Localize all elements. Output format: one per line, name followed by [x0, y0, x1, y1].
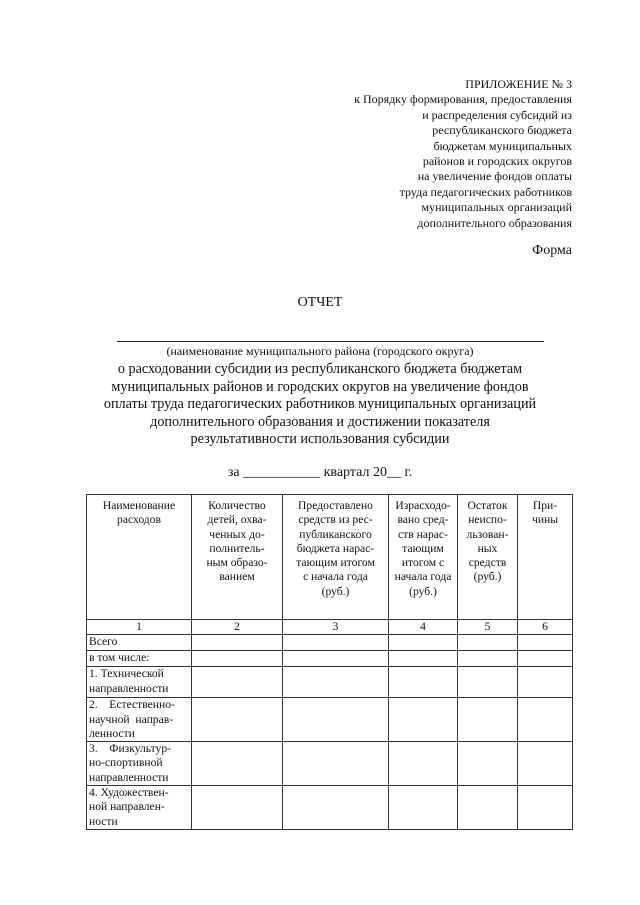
- form-label: Форма: [532, 243, 572, 258]
- report-period: за ___________ квартал 20__ г.: [227, 465, 413, 480]
- header-line: неиспо-: [468, 513, 507, 527]
- row-label-line: в том числе:: [89, 651, 150, 665]
- subject-line: муниципальных районов и городских округов на увеличение фондов: [111, 378, 529, 395]
- row-label: [87, 635, 192, 651]
- row-label: [87, 742, 192, 786]
- row-label: [87, 698, 192, 742]
- column-number: 3: [283, 620, 389, 635]
- table-cell[interactable]: [192, 698, 283, 742]
- table-cell[interactable]: [518, 786, 573, 830]
- column-number: 5: [458, 620, 518, 635]
- header-line: Предоставлено: [298, 499, 373, 512]
- appendix-line: районов и городских округов: [422, 154, 572, 169]
- row-label-line: 4. Художествен-: [89, 786, 169, 800]
- row-label-line: 2. Естественно-: [89, 698, 175, 712]
- header-cell: [87, 495, 192, 620]
- header-line: (руб.): [473, 570, 502, 584]
- row-label-line: ной направлен-: [89, 800, 165, 814]
- table-cell[interactable]: [458, 786, 518, 830]
- header-line: итогом с: [401, 556, 445, 570]
- table-cell[interactable]: [518, 635, 573, 651]
- row-label-line: 3. Физкультур-: [89, 742, 171, 756]
- table-cell[interactable]: [458, 698, 518, 742]
- header-line: льзован-: [466, 527, 509, 541]
- header-cell: [283, 495, 389, 620]
- table-cell[interactable]: [283, 786, 389, 830]
- header-line: Наименование: [102, 499, 176, 512]
- header-line: средств из рес-: [298, 513, 373, 527]
- row-label: [87, 786, 192, 830]
- table-cell[interactable]: [192, 786, 283, 830]
- table-cell[interactable]: [283, 698, 389, 742]
- row-label-line: но-спортивной: [89, 756, 163, 770]
- header-line: расходов: [117, 513, 161, 527]
- header-line: При-: [532, 499, 558, 512]
- header-line: (руб.): [409, 584, 437, 598]
- table-cell[interactable]: [192, 635, 283, 651]
- table-cell[interactable]: [518, 698, 573, 742]
- header-line: Остаток: [467, 499, 508, 512]
- table-row: [87, 651, 573, 667]
- row-label-line: направленности: [89, 770, 169, 784]
- header-line: ств нарас-: [398, 527, 448, 541]
- column-number-row: [87, 620, 573, 635]
- table-cell[interactable]: [518, 651, 573, 667]
- header-line: Израсходо-: [395, 499, 451, 512]
- table-cell[interactable]: [192, 667, 283, 698]
- appendix-line: республиканского бюджета: [432, 123, 572, 138]
- row-label-line: 1. Технической: [89, 667, 164, 681]
- header-line: (руб.): [321, 584, 350, 598]
- header-line: полнитель-: [209, 541, 265, 555]
- table-cell[interactable]: [389, 742, 458, 786]
- row-label: [87, 651, 192, 667]
- row-label-line: Всего: [89, 635, 118, 649]
- table-cell[interactable]: [192, 742, 283, 786]
- header-line: ченных до-: [209, 527, 265, 541]
- row-label-line: научной направ-: [89, 712, 174, 726]
- table-cell[interactable]: [389, 651, 458, 667]
- table-cell[interactable]: [458, 651, 518, 667]
- header-line: начала года: [394, 570, 452, 584]
- table-cell[interactable]: [389, 786, 458, 830]
- header-line: тающим итогом: [296, 556, 375, 570]
- table-row: [87, 742, 573, 786]
- column-number: 4: [389, 620, 458, 635]
- row-label: [87, 667, 192, 698]
- table-cell[interactable]: [283, 667, 389, 698]
- header-cell: [518, 495, 573, 620]
- header-row: [87, 495, 573, 620]
- table-cell[interactable]: [518, 742, 573, 786]
- table-cell[interactable]: [283, 742, 389, 786]
- table-row: [87, 667, 573, 698]
- subject-line: результативности использования субсидии: [190, 431, 450, 448]
- appendix-line: труда педагогических работников: [399, 184, 572, 199]
- table-cell[interactable]: [518, 667, 573, 698]
- table-cell[interactable]: [283, 651, 389, 667]
- header-line: чины: [531, 513, 559, 527]
- appendix-line: к Порядку формирования, предоставления: [354, 92, 572, 107]
- row-label-line: ленности: [89, 726, 135, 740]
- appendix-block: [272, 77, 572, 231]
- appendix-line: на увеличение фондов оплаты: [417, 169, 572, 184]
- name-caption: (наименование муниципального района (городского округа): [166, 344, 474, 358]
- header-line: детей, охва-: [207, 513, 267, 527]
- header-line: с начала года: [303, 570, 368, 584]
- appendix-line: ПРИЛОЖЕНИЕ № 3: [465, 77, 572, 91]
- header-cell: [458, 495, 518, 620]
- header-line: средств: [468, 556, 507, 570]
- table-cell[interactable]: [192, 651, 283, 667]
- report-title: ОТЧЕТ: [297, 295, 343, 310]
- table-row: [87, 786, 573, 830]
- table-cell[interactable]: [458, 667, 518, 698]
- header-line: ным образо-: [206, 556, 268, 570]
- subject-line: дополнительного образования и достижении показателя: [150, 413, 490, 430]
- header-line: вано сред-: [397, 513, 449, 527]
- row-label-line: направленности: [89, 681, 169, 695]
- header-line: публиканского: [299, 527, 372, 541]
- subject-line: оплаты труда педагогических работников муниципальных организаций: [103, 396, 537, 413]
- header-line: ных: [477, 541, 498, 555]
- header-line: Количество: [208, 499, 266, 512]
- header-cell: [389, 495, 458, 620]
- subject-line: о расходовании субсидии из республиканского бюджета бюджетам: [117, 361, 523, 377]
- column-number: 6: [518, 620, 573, 635]
- table-cell[interactable]: [283, 635, 389, 651]
- column-number: 1: [87, 620, 192, 635]
- appendix-line: дополнительного образования: [417, 215, 572, 230]
- header-line: тающим: [402, 541, 444, 555]
- name-blank-line: [117, 341, 544, 342]
- table-cell[interactable]: [389, 698, 458, 742]
- column-number: 2: [192, 620, 283, 635]
- table-row: [87, 635, 573, 651]
- table-cell[interactable]: [389, 635, 458, 651]
- appendix-line: муниципальных организаций: [421, 200, 572, 215]
- appendix-line: и распределения субсидий из: [422, 107, 572, 122]
- appendix-line: бюджетам муниципальных: [433, 138, 572, 153]
- header-line: бюджета нарас-: [296, 541, 375, 555]
- row-label-line: ности: [89, 814, 118, 828]
- report-table: [86, 494, 573, 830]
- table-cell[interactable]: [458, 635, 518, 651]
- table-cell[interactable]: [389, 667, 458, 698]
- table-cell[interactable]: [458, 742, 518, 786]
- header-line: ванием: [219, 570, 255, 584]
- report-subject: [60, 361, 580, 449]
- table-row: [87, 698, 573, 742]
- header-cell: [192, 495, 283, 620]
